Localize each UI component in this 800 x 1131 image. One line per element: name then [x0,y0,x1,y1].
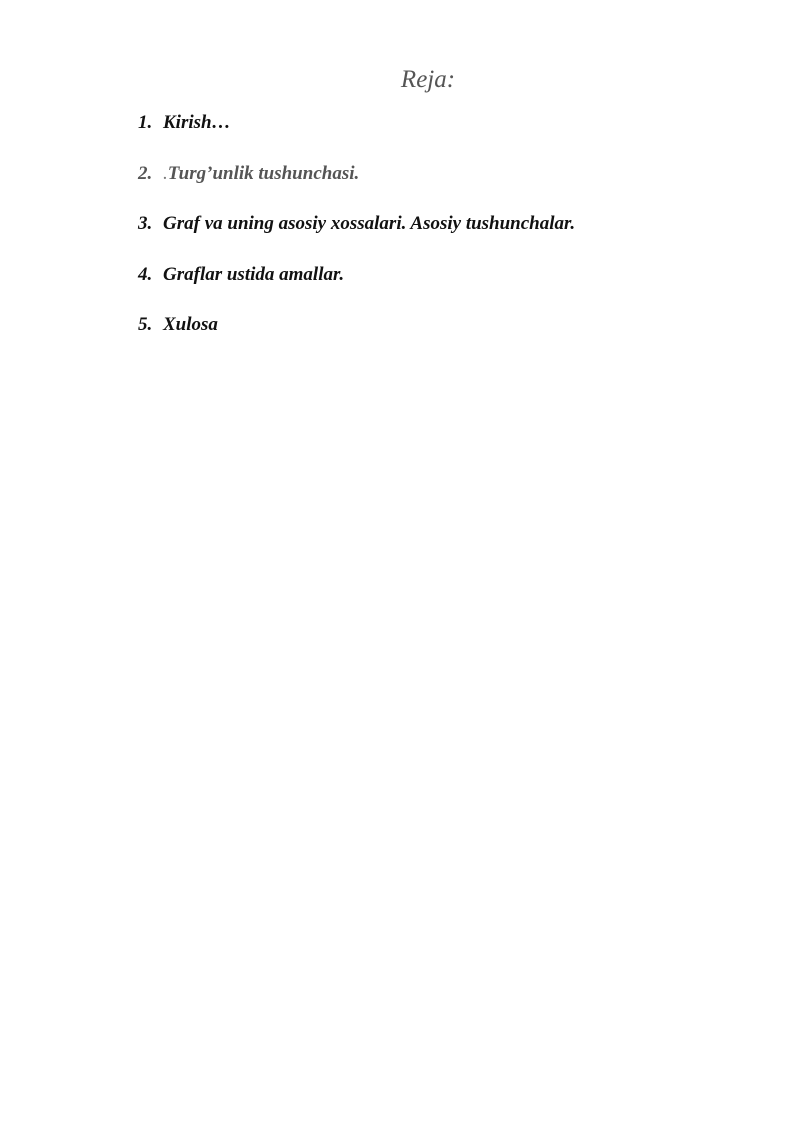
list-item-text: Xulosa [163,314,218,335]
list-item-text: Turg’unlik tushunchasi. [167,162,360,184]
list-item-text: Graf va uning asosiy xossalari. Asosiy tushunchalar. [163,213,576,234]
list-item-number: 5. [138,314,153,335]
list-item-number: 4. [138,263,153,285]
plan-list [138,108,575,361]
list-item-number: 3. [138,213,153,234]
list-item [138,108,575,159]
list-item [138,260,575,311]
list-item-text: Kirish… [163,112,231,133]
list-item-text: Graflar ustida amallar. [163,263,345,285]
list-item [138,159,575,210]
list-item-number: 1. [138,112,153,133]
page-title: Reja: [400,66,456,93]
list-item-prefix: . [163,162,168,184]
list-item-number: 2. [138,162,153,184]
list-item [138,209,575,260]
list-item [138,310,575,361]
